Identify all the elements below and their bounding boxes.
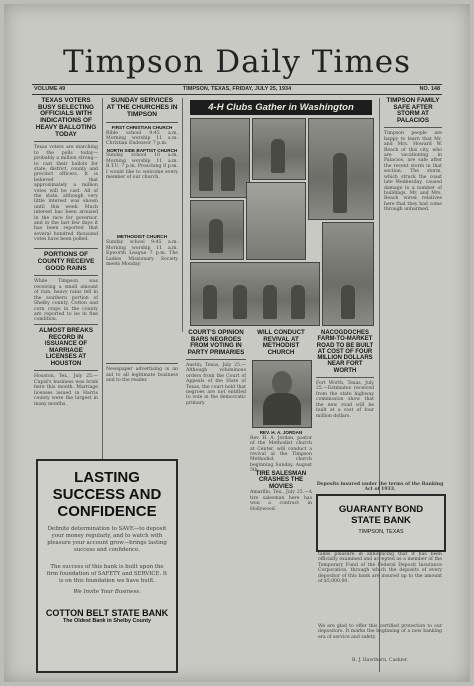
ad-headline-lasting: LASTING <box>74 469 140 486</box>
ad-guaranty-line1: GUARANTY BOND <box>338 504 424 515</box>
portrait-caption: REV. H. A. JORDAN <box>259 430 303 435</box>
advertising-note: Newspaper advertising is an aid to all legitimate business and to the reader. <box>106 367 178 384</box>
article-court-opinion: Austin, Texas, July 25.—Although voluminous orders from the Court of Appeals of the State of Texas, the court held that negroes are not entitled to vote in the democratic primary. <box>186 363 246 406</box>
photo-4h-boy <box>308 118 374 220</box>
article-rains: While Timpson was receiving a small amount of rain, heavy rains fell in the southern portion of Shelby county. Cotton and corn crops in the county are reported to be in fine condition. <box>34 279 98 323</box>
headline-family-safe: TIMPSON FAMILY SAFE AFTER STORM AT PALACIOS <box>386 97 440 124</box>
column-court-opinion <box>186 330 246 489</box>
date-label: TIMPSON, TEXAS, FRIDAY, JULY 25, 1934 <box>182 86 292 92</box>
column-2 <box>106 97 178 384</box>
ad-bank-name: COTTON BELT STATE BANK <box>45 608 169 618</box>
deposit-insurance-notice: Deposits insured under the terms of the Banking Act of 1933. <box>316 482 444 493</box>
column-divider <box>182 98 183 332</box>
article-tire-salesman: Amarillo, Tex., July 25.—A tire salesman here has won a contract in Hollywood. <box>250 490 312 512</box>
church-text-baptist: Sunday school 10 a.m. Morning worship 11 a.m. B.T.U. 7 p.m. Preaching 8 p.m. I would like to welcome every member of our church. <box>106 153 178 181</box>
photo-capitol-grounds <box>246 182 306 260</box>
article-texas-voters: Texas voters are marching to the polls today—probably a million strong—to cast their ballots for state, district, county and precinct officers. It is believed that approximately a million votes will be cast. All of the state, although very little interest was shown until this week. Much interest has been aroused in the race for governor, and in the last few days it has been reported that several hundred thousand votes have been polled. <box>34 145 98 243</box>
article-family-safe: Timpson people are happy to learn that Mr. and Mrs. Howard W. Beach of this city, who are vacationing in Palacios, are safe after the recent storm in that section. The storm, which struck the coast late Wednesday, caused damage to a number of buildings. Mr. and Mrs. Beach wired relatives here that they had come through unharmed. <box>384 131 442 213</box>
ad-headline-success: SUCCESS AND <box>52 486 162 503</box>
headline-tire-salesman: TIRE SALESMAN CRASHES THE MOVIES <box>255 469 307 490</box>
ad-headline-confidence: CONFIDENCE <box>57 503 157 520</box>
church-text-methodist: Sunday school 9:45 a.m. Morning worship 11 a.m. Epworth League 7 p.m. The Ladies Missionary Society meets Monday. <box>106 240 178 268</box>
ad-body-foundation: The success of this bank is built upon the firm foundation of SAFETY and SERVICE. It is on this foundation we have built. <box>46 564 168 584</box>
headline-marriage-licenses: ALMOST BREAKS RECORD IN ISSUANCE OF MARRIAGE LICENSES AT HOUSTON <box>39 327 93 367</box>
volume-label: VOLUME 49 <box>34 86 66 92</box>
church-name-baptist: NORTH SIDE BAPTIST CHURCH <box>106 147 178 153</box>
ad-guaranty-line2: STATE BANK <box>351 515 411 526</box>
article-farm-road: Fort Worth, Texas, July 25.—Estimates received from the state highway commission show that the new road will be built at a cost of four million dollars. <box>316 381 374 419</box>
headline-court-opinion: COURT'S OPINION BARS NEGROES FROM VOTING IN PARTY PRIMARIES <box>187 329 245 356</box>
ad-guaranty-signature: B. J. Hawthorn, Cashier. <box>352 658 408 663</box>
headline-farm-road: NACOGDOCHES FARM-TO-MARKET ROAD TO BE BUILT AT COST OF FOUR MILLION DOLLARS NEAR FORT WORTH <box>316 330 374 374</box>
column-farm-road <box>316 330 374 451</box>
photo-4h-girls <box>190 118 250 198</box>
article-marriage-licenses: Houston, Tex., July 25.—Cupid's business was brisk here this month. Marriage licenses issued in Harris county were the largest in many months. <box>34 374 98 407</box>
church-name-christian: FIRST CHRISTIAN CHURCH <box>111 124 173 130</box>
headline-rains: PORTIONS OF COUNTY RECEIVE GOOD RAINS <box>37 251 95 272</box>
photo-4h-leaders <box>190 262 320 326</box>
headline-sunday-services: SUNDAY SERVICES AT THE CHURCHES IN TIMPSON <box>106 97 178 118</box>
headline-texas-voters: TEXAS VOTERS BUSY SELECTING OFFICIALS WITH INDICATIONS OF HEAVY BALLOTING TODAY <box>35 97 97 138</box>
ad-guaranty-body: takes pleasure in announcing that it has been officially examined and accepted as a member of the Temporary Fund of the Federal Deposit Insurance Corporation, through which the deposits of every depositor of this bank are insured up to the amount of $5,000.00. <box>318 552 442 585</box>
ad-bank-tagline: The Oldest Bank in Shelby County <box>62 618 152 624</box>
dateline-bar <box>32 84 442 95</box>
ad-guaranty-city: TIMPSON, TEXAS <box>358 529 404 535</box>
ad-cotton-belt-bank <box>36 459 178 673</box>
article-revival: Rev. H. A. Jordan, pastor of the Methodist church at Center, will conduct a revival at the Timpson Methodist church beginning Sunday, August 5th. <box>250 435 312 474</box>
photo-banner-4h-clubs: 4-H Clubs Gather in Washington <box>190 100 372 115</box>
portrait-jordan <box>252 360 312 428</box>
photo-4h-reading <box>190 200 244 260</box>
issue-number: NO. 148 <box>419 86 440 92</box>
column-5 <box>384 98 442 461</box>
newspaper-page <box>4 4 470 682</box>
church-text-christian: Bible school 9:45 a.m. Morning worship 11 a.m. Christian Endeavor 7 p.m. <box>106 130 178 147</box>
headline-revival: WILL CONDUCT REVIVAL AT METHODIST CHURCH <box>257 329 305 356</box>
ad-body-save: Definite determination to SAVE—to deposit your money regularly, and to watch with pleasure your account grow—brings lasting success and confidence. <box>47 526 167 553</box>
column-revival <box>250 330 312 514</box>
ad-guaranty-bond-bank <box>316 494 446 552</box>
photo-4h-group <box>252 118 306 180</box>
photo-4h-tents <box>322 222 374 326</box>
masthead-title: Timpson Daily Times <box>63 44 411 80</box>
ad-invite: We Invite Your Business. <box>73 589 141 595</box>
church-name-methodist: METHODIST CHURCH <box>116 235 168 241</box>
column-1 <box>34 98 98 432</box>
ad-guaranty-body2: We are glad to offer this certified protection to our depositors. It marks the beginning of a new banking era of service and safety. <box>318 624 442 640</box>
